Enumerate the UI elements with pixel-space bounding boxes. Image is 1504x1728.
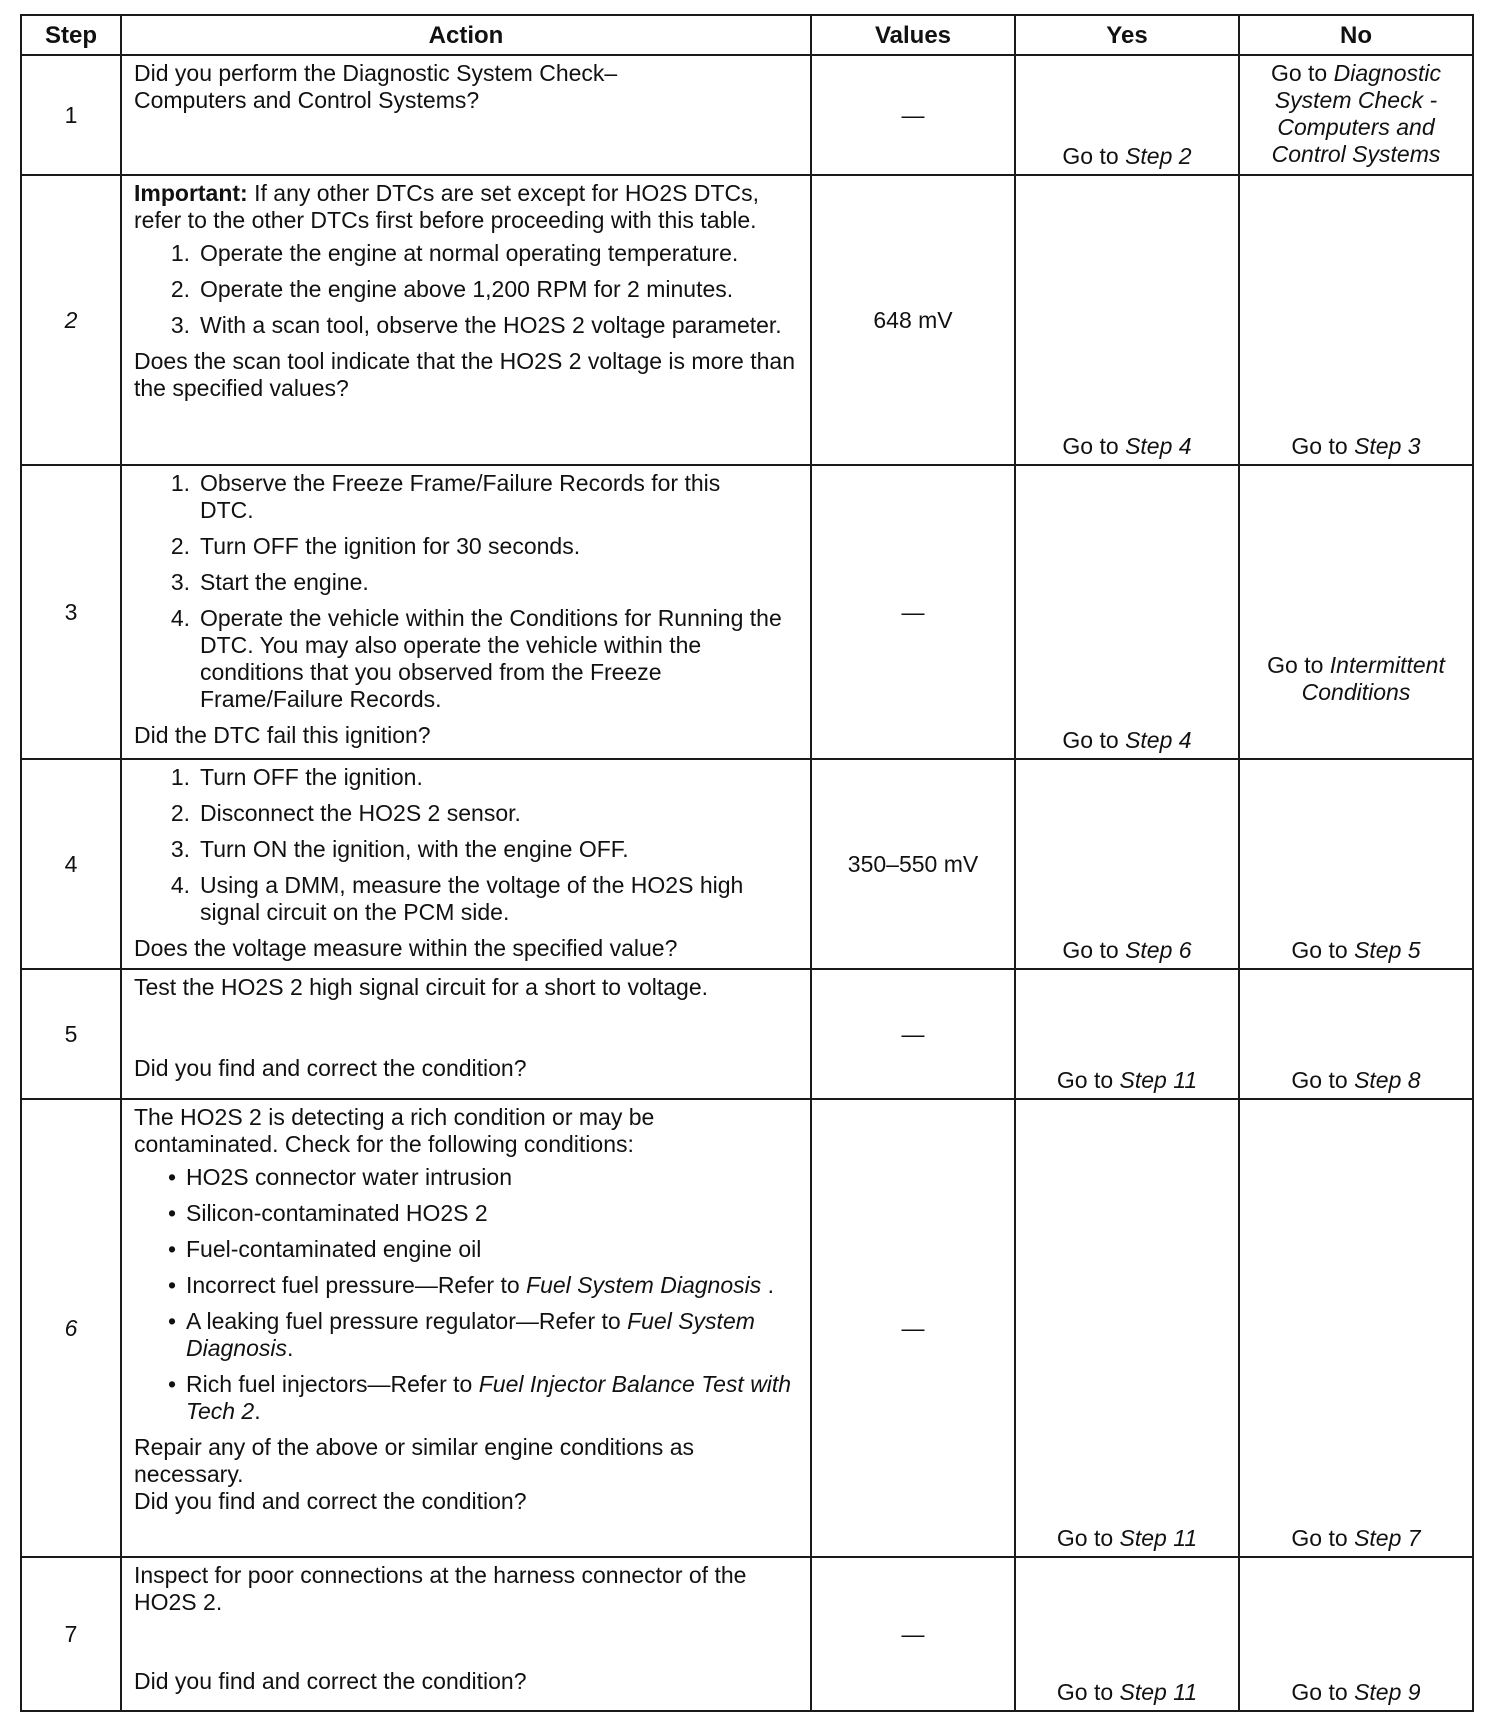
no-link[interactable]: Step 9 [1354, 1679, 1421, 1705]
action-cell [121, 759, 811, 969]
yes-link[interactable]: Step 4 [1125, 727, 1192, 753]
step-number: 3 [21, 465, 121, 759]
table-row [21, 175, 1473, 465]
list-item [134, 276, 798, 303]
no-link[interactable]: Step 7 [1354, 1525, 1421, 1551]
list-item: • Rich fuel injectors—Refer to Fuel Injector Balance Test with Tech 2. [167, 1371, 792, 1424]
no-link[interactable]: Intermittent Conditions [1301, 652, 1445, 705]
header-no: No [1239, 15, 1473, 55]
no-prefix: Go to [1291, 1525, 1355, 1551]
values-cell: — [811, 55, 1015, 175]
action-text: Inspect for poor connections at the harness connector of the HO2S 2. [134, 1562, 747, 1615]
item-text: Operate the vehicle within the Conditions for Running the DTC. You may also operate the vehicle within the conditions that you observed from the Freeze Frame/Failure Records. [200, 605, 782, 712]
item-text: Silicon-contaminated HO2S 2 [186, 1200, 488, 1226]
step-number: 4 [21, 759, 121, 969]
action-cell [121, 1099, 811, 1557]
repair-text: Repair any of the above or similar engine conditions as necessary. [134, 1434, 694, 1487]
no-prefix: Go to [1267, 652, 1330, 678]
item-ref[interactable]: Fuel System Diagnosis [186, 1308, 755, 1361]
step-list [134, 470, 798, 713]
action-cell [121, 175, 811, 465]
yes-prefix: Go to [1056, 1525, 1120, 1551]
header-action: Action [121, 15, 811, 55]
item-text: A leaking fuel pressure regulator—Refer to [186, 1308, 628, 1334]
yes-cell[interactable] [1015, 1557, 1239, 1711]
action-text: Did you perform the Diagnostic System Check– [134, 60, 618, 86]
values-cell: 350–550 mV [811, 759, 1015, 969]
yes-cell[interactable] [1015, 465, 1239, 759]
yes-link[interactable]: Step 11 [1119, 1067, 1198, 1093]
question-text: Did you find and correct the condition? [134, 1488, 527, 1514]
no-cell[interactable] [1239, 1557, 1473, 1711]
yes-cell[interactable] [1015, 759, 1239, 969]
item-number: 2. [170, 276, 190, 302]
list-item [134, 764, 798, 791]
item-text: Disconnect the HO2S 2 sensor. [200, 800, 521, 826]
yes-link[interactable]: Step 6 [1125, 937, 1192, 963]
item-text: Using a DMM, measure the voltage of the HO2S high signal circuit on the PCM side. [200, 872, 744, 925]
list-item [134, 533, 798, 560]
yes-prefix: Go to [1062, 433, 1126, 459]
header-row [21, 15, 1473, 55]
no-cell[interactable] [1239, 175, 1473, 465]
yes-cell[interactable] [1015, 175, 1239, 465]
step-number: 2 [21, 175, 121, 465]
list-item: • A leaking fuel pressure regulator—Refer to Fuel System Diagnosis. [167, 1308, 755, 1361]
list-item [134, 312, 798, 339]
list-item: • Incorrect fuel pressure—Refer to Fuel System Diagnosis . [167, 1272, 775, 1298]
step-list [134, 240, 798, 339]
no-prefix: Go to [1291, 1679, 1355, 1705]
item-number: 3. [170, 836, 190, 862]
action-cell [121, 1557, 811, 1711]
list-item [134, 605, 798, 713]
no-link[interactable]: Step 5 [1354, 937, 1421, 963]
yes-cell[interactable] [1015, 969, 1239, 1099]
action-cell [121, 55, 811, 175]
question-text: Did you find and correct the condition? [134, 1055, 527, 1081]
no-cell[interactable] [1239, 55, 1473, 175]
item-number: 1. [170, 764, 190, 790]
list-item [134, 470, 798, 524]
item-number: 3. [170, 569, 190, 595]
step-list [134, 764, 798, 926]
header-values: Values [811, 15, 1015, 55]
no-link[interactable]: Step 8 [1354, 1067, 1421, 1093]
yes-prefix: Go to [1062, 937, 1126, 963]
yes-link[interactable]: Step 11 [1119, 1679, 1198, 1705]
no-link[interactable]: Diagnostic System Check - Computers and Control Systems [1271, 60, 1442, 167]
item-tail: . [254, 1398, 261, 1424]
yes-cell[interactable] [1015, 1099, 1239, 1557]
step-number: 7 [21, 1557, 121, 1711]
yes-link[interactable]: Step 2 [1125, 143, 1192, 169]
item-number: 2. [170, 533, 190, 559]
yes-cell[interactable] [1015, 55, 1239, 175]
item-text: Incorrect fuel pressure—Refer to [186, 1272, 527, 1298]
no-cell[interactable] [1239, 759, 1473, 969]
action-text: Test the HO2S 2 high signal circuit for a short to voltage. [134, 974, 709, 1000]
header-yes: Yes [1015, 15, 1239, 55]
item-number: 1. [170, 470, 190, 496]
step-number: 1 [21, 55, 121, 175]
table-row [21, 1099, 1473, 1557]
item-text: Turn OFF the ignition for 30 seconds. [200, 533, 581, 559]
item-ref[interactable]: Fuel Injector Balance Test with Tech 2 [186, 1371, 792, 1424]
step-number: 6 [21, 1099, 121, 1557]
table-row [21, 1557, 1473, 1711]
no-prefix: Go to [1291, 1067, 1355, 1093]
item-number: 2. [170, 800, 190, 826]
no-cell[interactable] [1239, 465, 1473, 759]
item-text: Rich fuel injectors—Refer to [186, 1371, 479, 1397]
table-row [21, 465, 1473, 759]
table-row [21, 969, 1473, 1099]
item-number: 3. [170, 312, 190, 338]
values-cell: — [811, 969, 1015, 1099]
no-prefix: Go to [1291, 433, 1355, 459]
list-item [134, 240, 798, 267]
step-number: 5 [21, 969, 121, 1099]
important-label: Important: [134, 180, 248, 206]
item-text: HO2S connector water intrusion [186, 1164, 512, 1190]
values-cell: 648 mV [811, 175, 1015, 465]
no-cell[interactable] [1239, 969, 1473, 1099]
item-ref[interactable]: Fuel System Diagnosis [526, 1272, 762, 1298]
no-cell[interactable] [1239, 1099, 1473, 1557]
question-text: Did the DTC fail this ignition? [134, 722, 431, 748]
action-text: Computers and Control Systems? [134, 87, 480, 113]
list-item [134, 836, 798, 863]
yes-prefix: Go to [1062, 143, 1126, 169]
yes-prefix: Go to [1056, 1679, 1120, 1705]
list-item [134, 569, 798, 596]
table-row [21, 759, 1473, 969]
action-text: The HO2S 2 is detecting a rich condition or may be contaminated. Check for the following conditions: [134, 1104, 655, 1157]
important-text: If any other DTCs are set except for HO2S DTCs, refer to the other DTCs first before proceeding with this table. [134, 180, 759, 233]
item-text: Fuel-contaminated engine oil [186, 1236, 482, 1262]
list-item [134, 800, 798, 827]
values-cell: — [811, 465, 1015, 759]
item-text: Operate the engine above 1,200 RPM for 2 minutes. [200, 276, 734, 302]
item-text: Start the engine. [200, 569, 369, 595]
question-text: Does the voltage measure within the specified value? [134, 935, 678, 961]
list-item [134, 872, 798, 926]
item-text: With a scan tool, observe the HO2S 2 voltage parameter. [200, 312, 782, 338]
values-cell: — [811, 1099, 1015, 1557]
action-cell [121, 465, 811, 759]
item-tail: . [761, 1272, 775, 1298]
item-number: 1. [170, 240, 190, 266]
action-cell [121, 969, 811, 1099]
item-number: 4. [170, 605, 190, 631]
item-text: Operate the engine at normal operating temperature. [200, 240, 739, 266]
header-step: Step [21, 15, 121, 55]
item-text: Observe the Freeze Frame/Failure Records for this DTC. [200, 470, 721, 523]
no-link[interactable]: Step 3 [1354, 433, 1421, 459]
item-number: 4. [170, 872, 190, 898]
condition-list [134, 1164, 798, 1425]
item-text: Turn OFF the ignition. [200, 764, 423, 790]
no-prefix: Go to [1291, 937, 1355, 963]
question-text: Does the scan tool indicate that the HO2S 2 voltage is more than the specified values? [134, 348, 795, 401]
yes-link[interactable]: Step 4 [1125, 433, 1192, 459]
values-cell: — [811, 1557, 1015, 1711]
item-tail: . [287, 1335, 294, 1361]
list-item: • HO2S connector water intrusion [167, 1164, 512, 1190]
list-item: • Fuel-contaminated engine oil [167, 1236, 482, 1262]
yes-prefix: Go to [1062, 727, 1126, 753]
question-text: Did you find and correct the condition? [134, 1668, 527, 1694]
item-text: Turn ON the ignition, with the engine OFF. [200, 836, 629, 862]
no-prefix: Go to [1270, 60, 1334, 86]
diagnostic-table [20, 14, 1474, 1712]
yes-prefix: Go to [1056, 1067, 1120, 1093]
table-row [21, 55, 1473, 175]
yes-link[interactable]: Step 11 [1119, 1525, 1198, 1551]
list-item: • Silicon-contaminated HO2S 2 [167, 1200, 488, 1226]
